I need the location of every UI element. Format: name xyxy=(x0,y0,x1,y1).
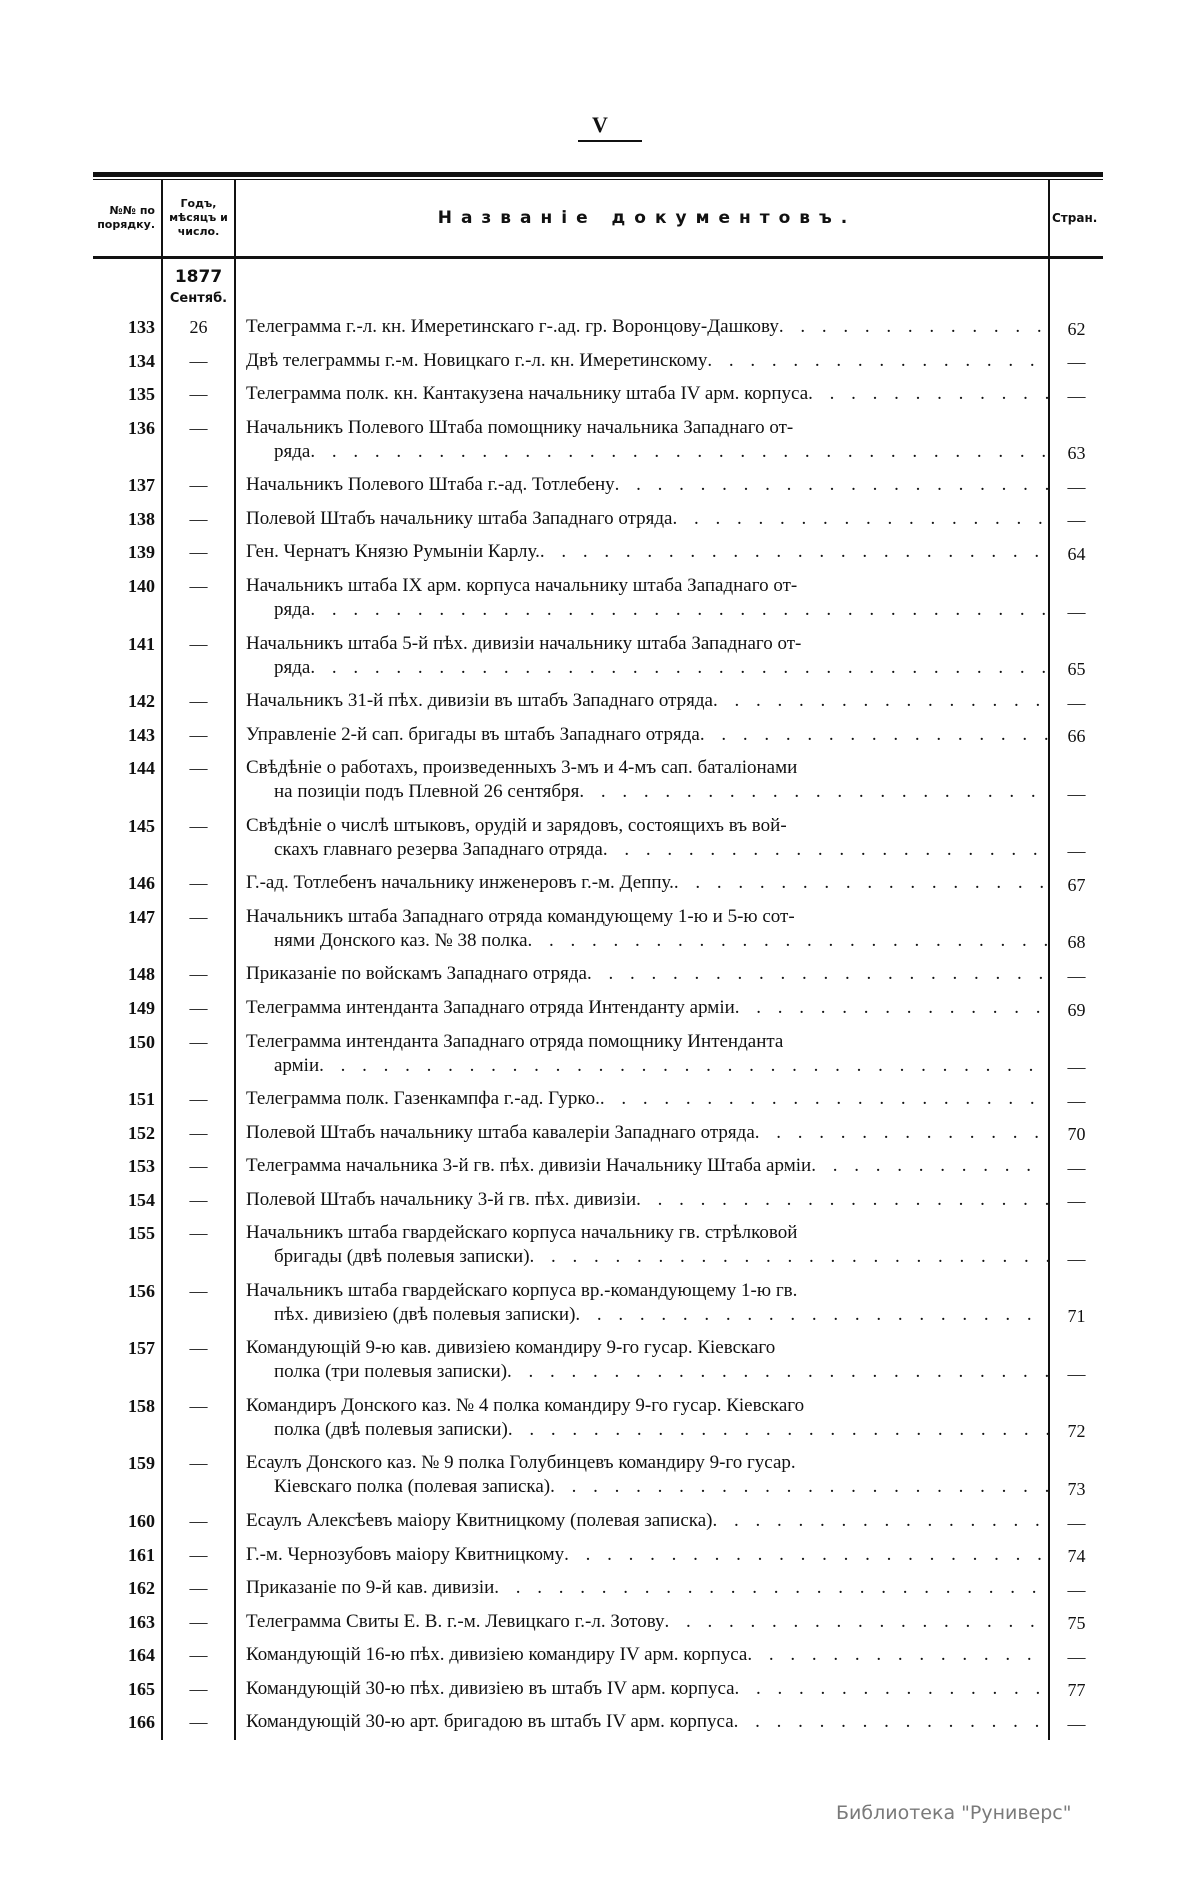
row-title-line: Начальникъ Полевого Штаба г.-ад. Тотлебену xyxy=(246,474,615,496)
row-number: 138 xyxy=(128,508,155,529)
table-row xyxy=(93,378,1103,412)
row-date: — xyxy=(161,1083,236,1117)
dot-leader xyxy=(530,1245,1048,1269)
table-row xyxy=(93,901,1103,959)
row-title-line: Начальникъ штаба Западнаго отряда командующему 1-ю и 5-ю сот- xyxy=(246,905,795,927)
table-row xyxy=(93,1184,1103,1218)
row-title-line: Полевой Штабъ начальнику штаба кавалеріи Западнаго отряда xyxy=(246,1121,755,1143)
table-row xyxy=(93,469,1103,503)
row-date: — xyxy=(161,1026,236,1084)
row-title xyxy=(236,412,1048,470)
page-number-underline xyxy=(578,140,642,142)
row-number: 139 xyxy=(128,542,155,563)
row-title xyxy=(236,1539,1048,1573)
dot-leader xyxy=(674,871,1048,895)
row-title xyxy=(236,1606,1048,1640)
row-number: 137 xyxy=(128,475,155,496)
row-date: — xyxy=(161,1217,236,1275)
row-number: 166 xyxy=(128,1712,155,1733)
row-page: 66 xyxy=(1048,719,1103,753)
row-number: 153 xyxy=(128,1156,155,1177)
table-row xyxy=(93,311,1103,345)
row-title-line: Есаулъ Донского каз. № 9 полка Голубинцевъ командиру 9-го гусар. xyxy=(246,1452,796,1474)
table-row xyxy=(93,1275,1103,1333)
row-title-line: Начальникъ штаба 5-й пѣх. дивизіи начальнику штаба Западнаго от- xyxy=(246,632,802,654)
row-title-line: ряда xyxy=(274,656,311,678)
row-number: 142 xyxy=(128,691,155,712)
row-number: 145 xyxy=(128,815,155,836)
row-page: 65 xyxy=(1048,628,1103,686)
row-page: — xyxy=(1048,810,1103,868)
row-title xyxy=(236,810,1048,868)
dot-leader xyxy=(808,382,1048,406)
row-page: — xyxy=(1048,345,1103,379)
table-row xyxy=(93,810,1103,868)
dot-leader xyxy=(603,838,1048,862)
table-row xyxy=(93,958,1103,992)
dot-leader xyxy=(310,656,1048,680)
row-date: — xyxy=(161,1706,236,1740)
row-number: 151 xyxy=(128,1089,155,1110)
row-title xyxy=(236,1083,1048,1117)
row-date: — xyxy=(161,958,236,992)
row-page: 77 xyxy=(1048,1673,1103,1707)
row-page: — xyxy=(1048,1217,1103,1275)
month-label: Сентяб. xyxy=(169,291,228,306)
row-title xyxy=(236,901,1048,959)
row-title-line: Телеграмма интенданта Западнаго отряда помощнику Интенданта xyxy=(246,1030,784,1052)
row-title-line: Начальникъ 31-й пѣх. дивизіи въ штабъ Западнаго отряда xyxy=(246,690,713,712)
row-date: — xyxy=(161,810,236,868)
row-number: 134 xyxy=(128,350,155,371)
row-title-line: Г.-ад. Тотлебенъ начальнику инженеровъ г.-м. Деппу. xyxy=(246,872,674,894)
row-title xyxy=(236,685,1048,719)
row-page: 67 xyxy=(1048,867,1103,901)
table-top-rule xyxy=(93,172,1103,177)
table-row xyxy=(93,1217,1103,1275)
row-title-line: ряда xyxy=(274,599,311,621)
dot-leader xyxy=(575,1303,1048,1327)
row-title-line: бригады (двѣ полевыя записки) xyxy=(274,1246,530,1268)
row-title-line: Телеграмма Свиты Е. В. г.-м. Левицкаго г.-л. Зотову xyxy=(246,1610,665,1632)
row-number: 154 xyxy=(128,1189,155,1210)
row-number: 152 xyxy=(128,1122,155,1143)
row-title-line: Телеграмма интенданта Западнаго отряда Интенданту арміи xyxy=(246,996,735,1018)
row-page: — xyxy=(1048,1184,1103,1218)
row-number: 156 xyxy=(128,1280,155,1301)
dot-leader xyxy=(672,507,1048,531)
row-title xyxy=(236,536,1048,570)
row-date: — xyxy=(161,1639,236,1673)
row-title xyxy=(236,469,1048,503)
row-number: 149 xyxy=(128,997,155,1018)
row-page: — xyxy=(1048,1150,1103,1184)
table-row xyxy=(93,719,1103,753)
row-title-line: полка (три полевыя записки) xyxy=(274,1361,508,1383)
row-title xyxy=(236,1332,1048,1390)
table-row xyxy=(93,1150,1103,1184)
dot-leader xyxy=(665,1610,1048,1634)
table-header xyxy=(93,180,1103,256)
row-page: — xyxy=(1048,1505,1103,1539)
library-watermark: Библиотека "Руниверс" xyxy=(836,1802,1072,1824)
table-row xyxy=(93,1606,1103,1640)
row-title-line: Свѣдѣніе о числѣ штыковъ, орудій и зарядовъ, состоящихъ въ вой- xyxy=(246,814,787,836)
row-page: 75 xyxy=(1048,1606,1103,1640)
dot-leader xyxy=(707,349,1048,373)
dot-leader xyxy=(755,1121,1048,1145)
row-date: — xyxy=(161,412,236,470)
row-page: 73 xyxy=(1048,1447,1103,1505)
row-number: 163 xyxy=(128,1611,155,1632)
table-row xyxy=(93,1639,1103,1673)
row-date: — xyxy=(161,503,236,537)
row-title-line: Командиръ Донского каз. № 4 полка командиру 9-го гусар. Кіевскаго xyxy=(246,1394,805,1416)
row-page: — xyxy=(1048,1083,1103,1117)
row-page: 63 xyxy=(1048,412,1103,470)
dot-leader xyxy=(310,598,1048,622)
row-page: — xyxy=(1048,752,1103,810)
row-number: 147 xyxy=(128,906,155,927)
row-number: 150 xyxy=(128,1031,155,1052)
row-title xyxy=(236,628,1048,686)
row-title-line: Телеграмма полк. Газенкампфа г.-ад. Гурко. xyxy=(246,1088,600,1110)
row-title-line: Начальникъ штаба гвардейскаго корпуса вр.-командующему 1-ю гв. xyxy=(246,1279,798,1301)
row-number: 140 xyxy=(128,576,155,597)
row-page: — xyxy=(1048,685,1103,719)
row-number: 160 xyxy=(128,1510,155,1531)
row-date: — xyxy=(161,867,236,901)
table-row xyxy=(93,1026,1103,1084)
row-date: — xyxy=(161,1606,236,1640)
row-title-line: Ген. Чернатъ Князю Румыніи Карлу. xyxy=(246,541,540,563)
page-number: V xyxy=(592,112,608,137)
table-row xyxy=(93,345,1103,379)
row-page: — xyxy=(1048,503,1103,537)
table-row xyxy=(93,628,1103,686)
dot-leader xyxy=(636,1188,1048,1212)
row-title-line: скахъ главнаго резерва Западнаго отряда xyxy=(274,838,603,860)
row-title-line: Командующій 30-ю пѣх. дивизіею въ штабъ IV арм. корпуса xyxy=(246,1677,735,1699)
row-title-line: Командующій 16-ю пѣх. дивизіею командиру IV арм. корпуса xyxy=(246,1644,748,1666)
table-row xyxy=(93,536,1103,570)
row-title xyxy=(236,1390,1048,1448)
row-page: — xyxy=(1048,469,1103,503)
year-label: 1877 xyxy=(174,267,223,287)
row-page: 74 xyxy=(1048,1539,1103,1573)
row-date: — xyxy=(161,378,236,412)
row-title-line: Двѣ телеграммы г.-м. Новицкаго г.-л. кн. Имеретинскому xyxy=(246,349,708,371)
table-row xyxy=(93,1390,1103,1448)
dot-leader xyxy=(735,996,1048,1020)
row-title-line: Полевой Штабъ начальнику 3-й гв. пѣх. дивизіи xyxy=(246,1188,637,1210)
row-title xyxy=(236,1026,1048,1084)
row-title xyxy=(236,1639,1048,1673)
row-title-line: Приказаніе по войскамъ Западнаго отряда xyxy=(246,963,587,985)
row-title-line: Начальникъ штаба гвардейскаго корпуса начальнику гв. стрѣлковой xyxy=(246,1222,798,1244)
table-row xyxy=(93,1572,1103,1606)
row-title xyxy=(236,1150,1048,1184)
table-body xyxy=(93,311,1103,1740)
row-title xyxy=(236,503,1048,537)
row-title xyxy=(236,1117,1048,1151)
dot-leader xyxy=(494,1576,1048,1600)
header-page: Стран. xyxy=(1048,180,1103,256)
row-page: 70 xyxy=(1048,1117,1103,1151)
dot-leader xyxy=(735,1677,1048,1701)
dot-leader xyxy=(508,1418,1048,1442)
row-date: — xyxy=(161,628,236,686)
row-page: — xyxy=(1048,1572,1103,1606)
dot-leader xyxy=(600,1087,1048,1111)
row-page: — xyxy=(1048,1026,1103,1084)
dot-leader xyxy=(700,723,1048,747)
row-page: — xyxy=(1048,958,1103,992)
row-title-line: на позиціи подъ Плевной 26 сентября xyxy=(274,781,580,803)
row-page: — xyxy=(1048,570,1103,628)
header-title: Названіе документовъ. xyxy=(437,208,857,228)
row-date: — xyxy=(161,469,236,503)
row-page: — xyxy=(1048,378,1103,412)
row-page: — xyxy=(1048,1706,1103,1740)
table-row xyxy=(93,570,1103,628)
dot-leader xyxy=(310,440,1048,464)
row-number: 159 xyxy=(128,1453,155,1474)
dot-leader xyxy=(540,540,1048,564)
dot-leader xyxy=(319,1054,1048,1078)
row-date: — xyxy=(161,570,236,628)
row-number: 136 xyxy=(128,417,155,438)
row-number: 157 xyxy=(128,1338,155,1359)
row-page: 72 xyxy=(1048,1390,1103,1448)
row-page: 62 xyxy=(1048,311,1103,345)
row-date: — xyxy=(161,1572,236,1606)
row-title xyxy=(236,1706,1048,1740)
table-row xyxy=(93,867,1103,901)
row-date: — xyxy=(161,536,236,570)
row-page: 68 xyxy=(1048,901,1103,959)
row-title-line: Начальникъ штаба IX арм. корпуса начальнику штаба Западнаго от- xyxy=(246,575,798,597)
table-row xyxy=(93,1083,1103,1117)
row-date: — xyxy=(161,1117,236,1151)
dot-leader xyxy=(713,689,1048,713)
table-row xyxy=(93,1447,1103,1505)
table-row xyxy=(93,412,1103,470)
row-date: — xyxy=(161,1275,236,1333)
row-date: — xyxy=(161,685,236,719)
row-number: 144 xyxy=(128,758,155,779)
row-title-line: Кіевскаго полка (полевая записка) xyxy=(274,1476,551,1498)
table-row xyxy=(93,1332,1103,1390)
row-date: — xyxy=(161,1447,236,1505)
row-title-line: полка (двѣ полевыя записки) xyxy=(274,1418,508,1440)
row-number: 148 xyxy=(128,964,155,985)
row-page: — xyxy=(1048,1639,1103,1673)
row-number: 155 xyxy=(128,1223,155,1244)
row-title xyxy=(236,1217,1048,1275)
table-row xyxy=(93,992,1103,1026)
row-title-line: Приказаніе по 9-й кав. дивизіи xyxy=(246,1577,495,1599)
dot-leader xyxy=(615,473,1048,497)
row-date: — xyxy=(161,901,236,959)
table-row xyxy=(93,1673,1103,1707)
row-date: — xyxy=(161,1390,236,1448)
row-title xyxy=(236,1673,1048,1707)
dot-leader xyxy=(528,929,1048,953)
dot-leader xyxy=(587,962,1048,986)
row-title xyxy=(236,570,1048,628)
row-title-line: Командующій 30-ю арт. бригадою въ штабъ IV арм. корпуса xyxy=(246,1711,734,1733)
row-date: — xyxy=(161,1150,236,1184)
row-date: — xyxy=(161,345,236,379)
row-title xyxy=(236,1505,1048,1539)
row-title xyxy=(236,752,1048,810)
dot-leader xyxy=(579,780,1048,804)
table-row xyxy=(93,1706,1103,1740)
row-title-line: Свѣдѣніе о работахъ, произведенныхъ 3-мъ и 4-мъ сап. баталіонами xyxy=(246,757,798,779)
row-number: 161 xyxy=(128,1544,155,1565)
table-row xyxy=(93,685,1103,719)
row-title xyxy=(236,1275,1048,1333)
row-page: — xyxy=(1048,1332,1103,1390)
row-title-line: Начальникъ Полевого Штаба помощнику начальника Западнаго от- xyxy=(246,416,794,438)
row-date: — xyxy=(161,1332,236,1390)
row-number: 135 xyxy=(128,384,155,405)
row-date: — xyxy=(161,719,236,753)
row-title xyxy=(236,1184,1048,1218)
row-title xyxy=(236,311,1048,345)
row-title xyxy=(236,1447,1048,1505)
row-title xyxy=(236,958,1048,992)
header-number: №№ по порядку. xyxy=(97,204,155,231)
dot-leader xyxy=(747,1643,1048,1667)
header-date: Годъ, мѣсяцъ и число. xyxy=(161,180,236,256)
row-date: — xyxy=(161,1184,236,1218)
row-title xyxy=(236,345,1048,379)
dot-leader xyxy=(811,1154,1048,1178)
row-title-line: Управленіе 2-й сап. бригады въ штабъ Западнаго отряда xyxy=(246,723,700,745)
row-date: — xyxy=(161,1673,236,1707)
dot-leader xyxy=(712,1509,1048,1533)
dot-leader xyxy=(779,315,1048,339)
row-title-line: Полевой Штабъ начальнику штаба Западнаго отряда xyxy=(246,507,673,529)
dot-leader xyxy=(564,1543,1048,1567)
row-date: — xyxy=(161,1539,236,1573)
documents-table xyxy=(93,172,1103,1740)
row-number: 162 xyxy=(128,1578,155,1599)
row-number: 164 xyxy=(128,1645,155,1666)
row-title-line: Телеграмма г.-л. кн. Имеретинскаго г-.ад. гр. Воронцову-Дашкову xyxy=(246,316,779,337)
row-page: 69 xyxy=(1048,992,1103,1026)
row-title-line: нями Донского каз. № 38 полка xyxy=(274,929,528,951)
table-row xyxy=(93,1117,1103,1151)
row-title xyxy=(236,378,1048,412)
row-title-line: Г.-м. Чернозубовъ маіору Квитницкому xyxy=(246,1543,565,1565)
row-number: 165 xyxy=(128,1678,155,1699)
dot-leader xyxy=(734,1710,1048,1734)
row-page: 64 xyxy=(1048,536,1103,570)
row-title xyxy=(236,719,1048,753)
row-number: 141 xyxy=(128,633,155,654)
table-row xyxy=(93,503,1103,537)
row-title-line: Телеграмма полк. кн. Кантакузена начальнику штаба IV арм. корпуса xyxy=(246,383,809,405)
row-title xyxy=(236,867,1048,901)
row-date: — xyxy=(161,1505,236,1539)
dot-leader xyxy=(550,1475,1048,1499)
row-title xyxy=(236,992,1048,1026)
row-page: 71 xyxy=(1048,1275,1103,1333)
row-date: — xyxy=(161,752,236,810)
dot-leader xyxy=(507,1360,1048,1384)
row-number: 133 xyxy=(128,317,155,337)
row-title-line: арміи xyxy=(274,1054,320,1076)
row-number: 146 xyxy=(128,873,155,894)
row-title-line: Есаулъ Алексѣевъ маіору Квитницкому (полевая записка) xyxy=(246,1509,713,1531)
row-number: 143 xyxy=(128,724,155,745)
date-block xyxy=(93,259,1103,311)
row-date: 26 xyxy=(161,311,236,345)
table-row xyxy=(93,752,1103,810)
row-number: 158 xyxy=(128,1395,155,1416)
row-title-line: Телеграмма начальника 3-й гв. пѣх. дивизіи Начальнику Штаба арміи xyxy=(246,1155,812,1177)
table-row xyxy=(93,1505,1103,1539)
row-title xyxy=(236,1572,1048,1606)
table-row xyxy=(93,1539,1103,1573)
row-date: — xyxy=(161,992,236,1026)
row-title-line: пѣх. дивизіею (двѣ полевыя записки) xyxy=(274,1303,576,1325)
row-title-line: ряда xyxy=(274,440,311,462)
row-title-line: Командующій 9-ю кав. дивизіею командиру 9-го гусар. Кіевскаго xyxy=(246,1337,776,1359)
